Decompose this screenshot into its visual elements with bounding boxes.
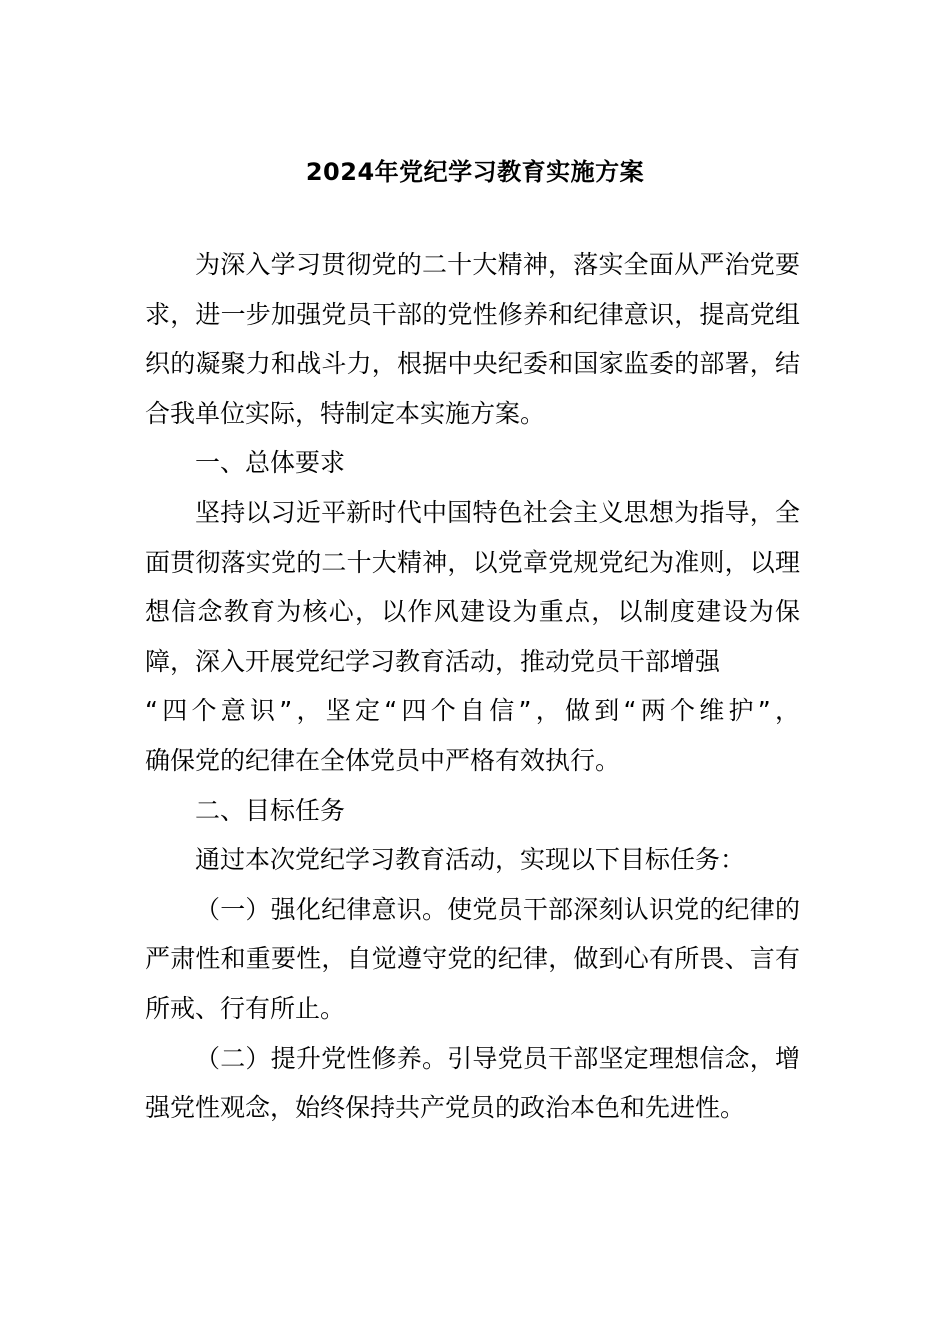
section-1-body-tail: 确保党的纪律在全体党员中严格有效执行。 <box>145 745 621 775</box>
section-2-item-1: （一）强化纪律意识。使党员干部深刻认识党的纪律的严肃性和重要性，自觉遵守党的纪律，做到心有所畏、言有所戒、行有所止。 <box>145 894 800 1023</box>
section-1-body-quotes: “四个意识”，坚定“四个自信”，做到“两个维护”， <box>145 696 800 726</box>
intro-paragraph: 为深入学习贯彻党的二十大精神，落实全面从严治党要求，进一步加强党员干部的党性修养和纪律意识，提高党组织的凝聚力和战斗力，根据中央纪委和国家监委的部署，结合我单位实际，特制定本实施方案。 <box>145 250 800 428</box>
section-2-item-2: （二）提升党性修养。引导党员干部坚定理想信念，增强党性观念，始终保持共产党员的政治本色和先进性。 <box>145 1043 800 1123</box>
section-2-heading: 二、目标任务 <box>195 795 346 825</box>
section-2-intro: 通过本次党纪学习教育活动，实现以下目标任务： <box>195 845 746 875</box>
section-1-heading: 一、总体要求 <box>195 448 346 478</box>
document-body <box>145 240 800 1133</box>
section-1-body-lead: 坚持以习近平新时代中国特色社会主义思想为指导，全面贯彻落实党的二十大精神，以党章党规党纪为准则，以理想信念教育为核心，以作风建设为重点，以制度建设为保障，深入开展党纪学习教育活动，推动党员干部增强 <box>145 497 800 676</box>
document-title: 2024年党纪学习教育实施方案 <box>305 158 645 186</box>
